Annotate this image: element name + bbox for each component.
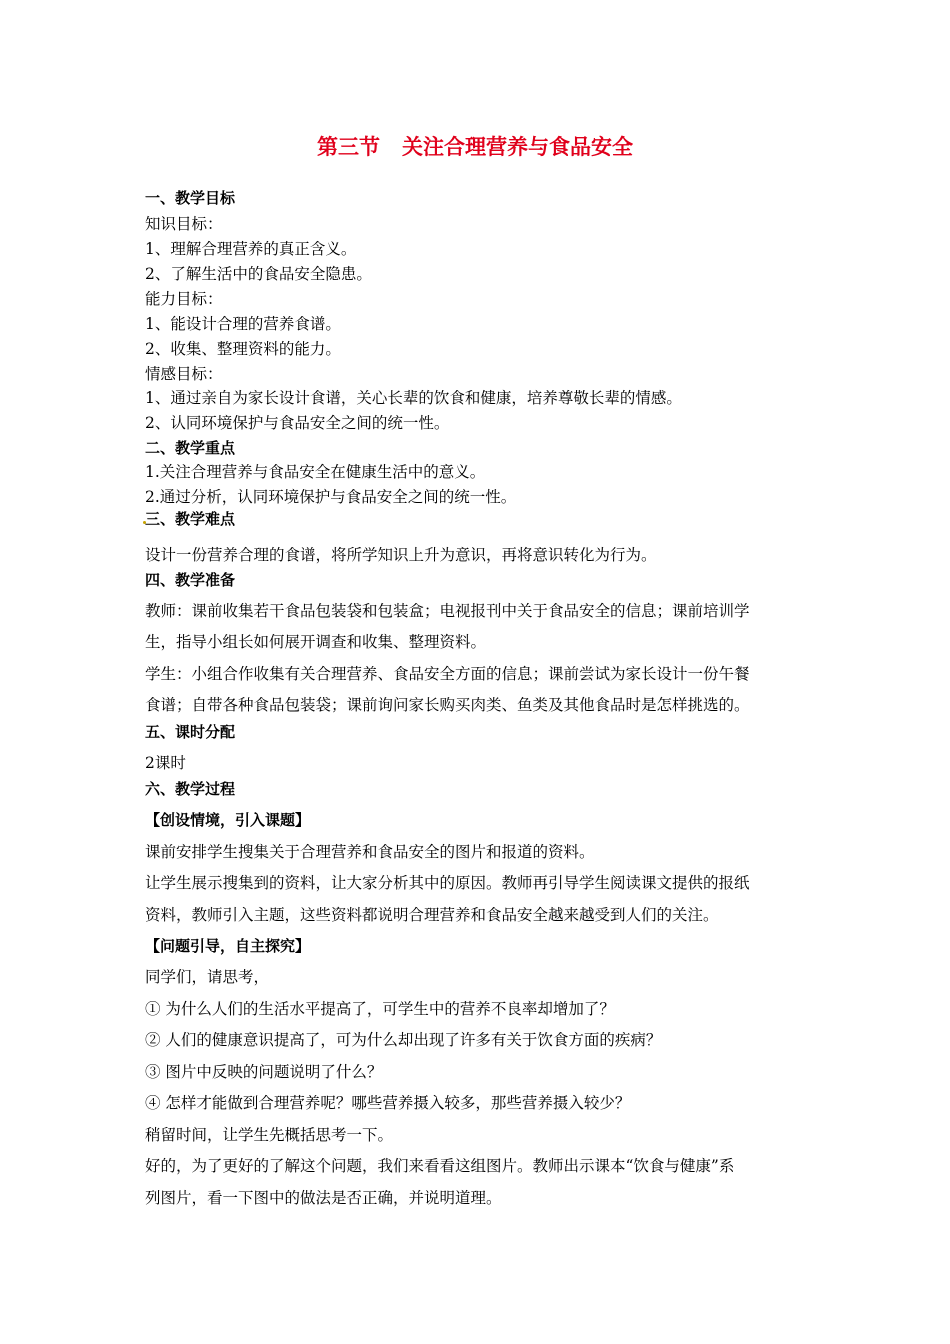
knowledge-label: 知识目标： xyxy=(145,215,223,233)
student-preparation-line: 学生：小组合作收集有关合理营养、食品安全方面的信息；课前尝试为家长设计一份午餐 xyxy=(145,665,750,683)
section-heading-key-points: 二、教学重点 xyxy=(145,439,236,457)
question-item: ③ 图片中反映的问题说明了什么？ xyxy=(145,1063,383,1081)
hours-text: 2课时 xyxy=(145,754,186,772)
teacher-preparation-line: 教师：课前收集若干食品包装袋和包装盒；电视报刊中关于食品安全的信息；课前培训学 xyxy=(145,602,750,620)
step-paragraph-line: 资料，教师引入主题，这些资料都说明合理营养和食品安全越来越受到人们的关注。 xyxy=(145,906,719,924)
question-item: ② 人们的健康意识提高了，可为什么却出现了许多有关于饮食方面的疾病？ xyxy=(145,1031,662,1049)
ability-item: 1、能设计合理的营养食谱。 xyxy=(145,315,341,333)
emotion-item: 1、通过亲自为家长设计食谱，关心长辈的饮食和健康，培养尊敬长辈的情感。 xyxy=(145,389,682,407)
section-heading-process: 六、教学过程 xyxy=(145,780,236,798)
section-heading-hours: 五、课时分配 xyxy=(145,723,236,741)
ability-label: 能力目标： xyxy=(145,290,223,308)
document-title: 第三节 关注合理营养与食品安全 xyxy=(317,135,633,159)
ability-item: 2、收集、整理资料的能力。 xyxy=(145,340,341,358)
key-point-item: 2.通过分析，认同环境保护与食品安全之间的统一性。 xyxy=(145,488,517,506)
key-point-item: 1.关注合理营养与食品安全在健康生活中的意义。 xyxy=(145,463,486,481)
student-preparation-line: 食谱；自带各种食品包装袋；课前询问家长购买肉类、鱼类及其他食品时是怎样挑选的。 xyxy=(145,696,750,714)
difficulty-text: 设计一份营养合理的食谱，将所学知识上升为意识，再将意识转化为行为。 xyxy=(145,546,657,564)
teacher-preparation-line: 生，指导小组长如何展开调查和收集、整理资料。 xyxy=(145,633,487,651)
section-heading-difficulty: 三、教学难点 xyxy=(145,510,236,528)
step-paragraph: 课前安排学生搜集关于合理营养和食品安全的图片和报道的资料。 xyxy=(145,843,595,861)
step-paragraph-line: 让学生展示搜集到的资料，让大家分析其中的原因。教师再引导学生阅读课文提供的报纸 xyxy=(145,874,750,892)
knowledge-item: 2、了解生活中的食品安全隐患。 xyxy=(145,265,372,283)
knowledge-item: 1、理解合理营养的真正含义。 xyxy=(145,240,357,258)
closing-paragraph-line: 好的，为了更好的了解这个问题，我们来看看这组图片。教师出示课本“饮食与健康”系 xyxy=(145,1157,735,1175)
closing-paragraph-line: 列图片，看一下图中的做法是否正确，并说明道理。 xyxy=(145,1189,502,1207)
question-item: ① 为什么人们的生活水平提高了，可学生中的营养不良率却增加了？ xyxy=(145,1000,615,1018)
emotion-item: 2、认同环境保护与食品安全之间的统一性。 xyxy=(145,414,450,432)
question-item: ④ 怎样才能做到合理营养呢？哪些营养摄入较多，那些营养摄入较少？ xyxy=(145,1094,631,1112)
step-heading: 【问题引导，自主探究】 xyxy=(145,937,311,955)
emotion-label: 情感目标： xyxy=(145,365,223,383)
step-intro: 同学们，请思考， xyxy=(145,968,270,986)
step-heading: 【创设情境，引入课题】 xyxy=(145,811,311,829)
pause-text: 稍留时间，让学生先概括思考一下。 xyxy=(145,1126,394,1144)
section-heading-preparation: 四、教学准备 xyxy=(145,571,236,589)
section-heading-objectives: 一、教学目标 xyxy=(145,189,236,207)
